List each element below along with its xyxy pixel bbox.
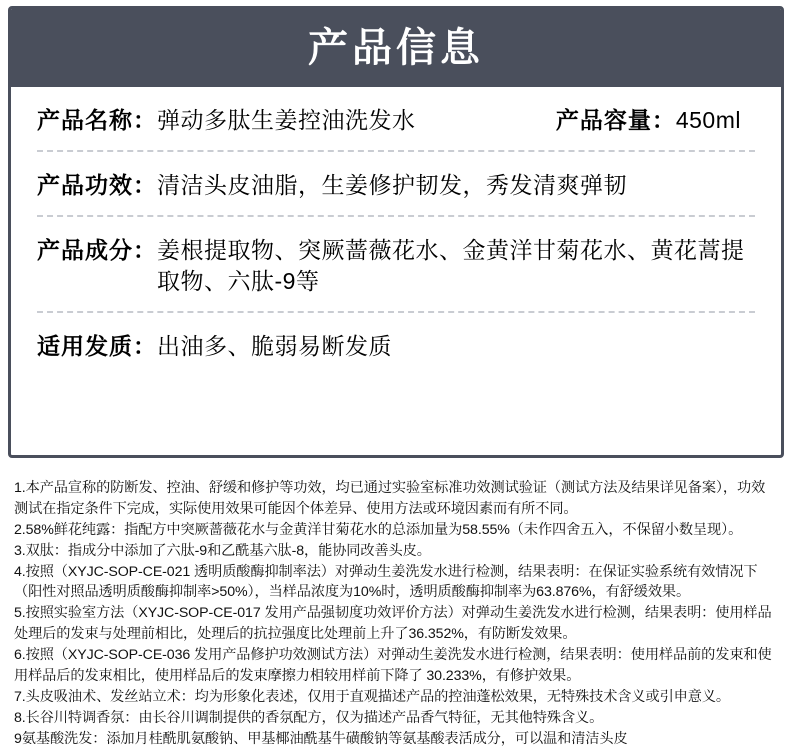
- footnote-3: 3.双肽：指成分中添加了六肽-9和乙酰基六肽-8，能协同改善头皮。: [14, 541, 778, 562]
- product-volume-label: 产品容量：: [556, 105, 676, 136]
- card-header: [11, 9, 781, 87]
- footnote-4: 4.按照（XYJC-SOP-CE-021 透明质酸酶抑制率法）对弹动生姜洗发水进行检测，结果表明：在保证实验系统有效情况下（阳性对照品透明质酸酶抑制率>50%），当样品浓度为10%时，透明质酸酶抑制率为63.876%，有舒缓效果。: [14, 562, 778, 604]
- product-info-card: [8, 6, 784, 458]
- footnote-2: 2.58%鲜花纯露：指配方中突厥蔷薇花水与金黄洋甘菊花水的总添加量为58.55%（未作四舍五入，不保留小数呈现）。: [14, 520, 778, 541]
- footnote-5: 5.按照实验室方法（XYJC-SOP-CE-017 发用产品强韧度功效评价方法）对弹动生姜洗发水进行检测，结果表明：使用样品处理后的发束与处理前相比，处理后的抗拉强度比处理前上升了36.352%，有防断发效果。: [14, 603, 778, 645]
- hair-type-label: 适用发质：: [37, 331, 157, 362]
- product-ingredients-value: 姜根提取物、突厥蔷薇花水、金黄洋甘菊花水、黄花蒿提取物、六肽-9等: [157, 235, 755, 297]
- product-volume-group: [556, 105, 755, 136]
- card-body: [11, 87, 781, 376]
- product-name-group: [37, 105, 416, 136]
- product-ingredients-label: 产品成分：: [37, 235, 157, 266]
- hair-type-value: 出油多、脆弱易断发质: [157, 331, 755, 362]
- page-title: 产品信息: [308, 28, 484, 68]
- product-volume-value: 450ml: [676, 105, 741, 136]
- product-name-value: 弹动多肽生姜控油洗发水: [157, 105, 416, 136]
- footnotes: [14, 478, 778, 749]
- spec-row-efficacy: [37, 152, 755, 217]
- footnote-9: 9氨基酸洗发：添加月桂酰肌氨酸钠、甲基椰油酰基牛磺酸钠等氨基酸表活成分，可以温和清洁头皮: [14, 729, 778, 749]
- spec-row-hairtype: [37, 313, 755, 376]
- footnote-1: 1.本产品宣称的防断发、控油、舒缓和修护等功效，均已通过实验室标准功效测试验证（测试方法及结果详见备案），功效测试在指定条件下完成，实际使用效果可能因个体差异、使用方法或环境因素而有所不同。: [14, 478, 778, 520]
- spec-row-name: [37, 87, 755, 152]
- spec-row-inline: [37, 105, 755, 136]
- footnote-8: 8.长谷川特调香氛：由长谷川调制提供的香氛配方，仅为描述产品香气特征，无其他特殊含义。: [14, 708, 778, 729]
- product-name-label: 产品名称：: [37, 105, 157, 136]
- footnote-7: 7.头皮吸油术、发丝站立术：均为形象化表述，仅用于直观描述产品的控油蓬松效果，无特殊技术含义或引申意义。: [14, 687, 778, 708]
- spec-row-ingredients: [37, 217, 755, 313]
- product-efficacy-value: 清洁头皮油脂，生姜修护韧发，秀发清爽弹韧: [157, 170, 755, 201]
- product-efficacy-label: 产品功效：: [37, 170, 157, 201]
- footnote-6: 6.按照（XYJC-SOP-CE-036 发用产品修护功效测试方法）对弹动生姜洗发水进行检测，结果表明：使用样品前的发束和使用样品后的发束相比，使用样品后的发束摩擦力相较用样前下降了 30.233%，有修护效果。: [14, 645, 778, 687]
